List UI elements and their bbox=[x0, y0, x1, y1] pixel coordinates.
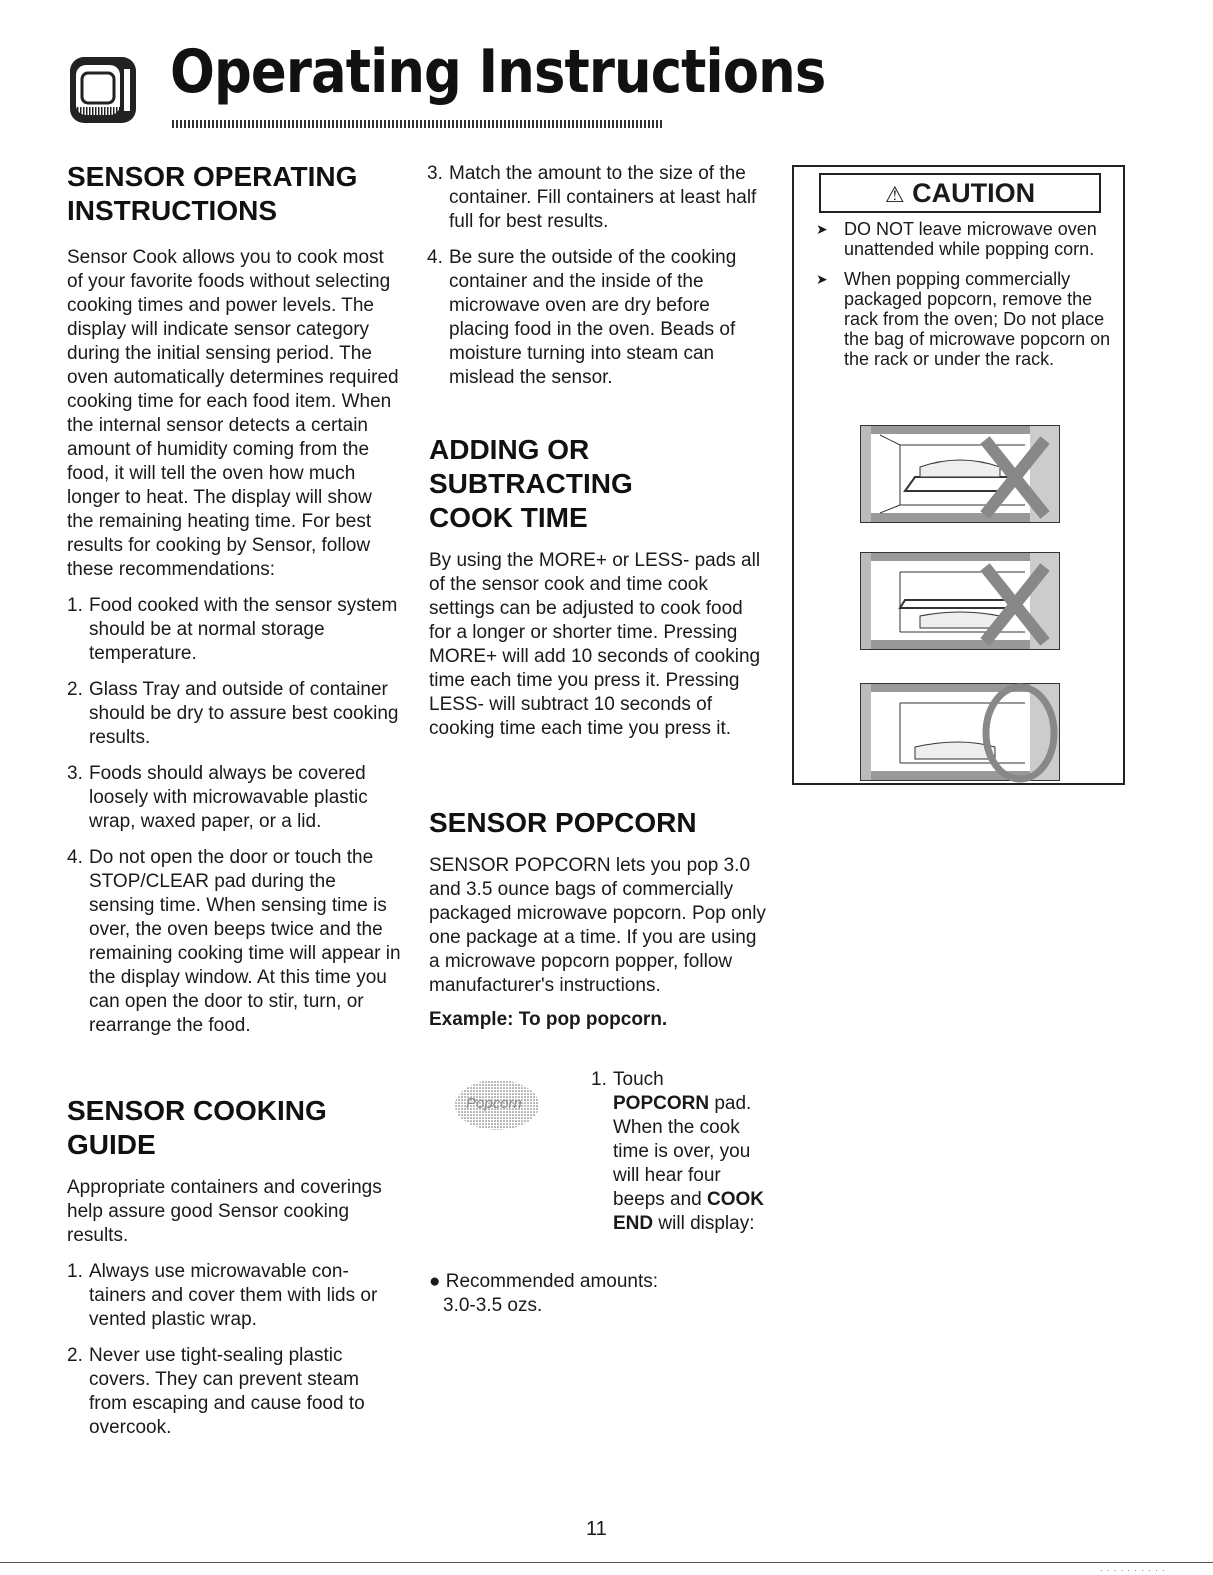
sensor-operating-heading: SENSOR OPERATING INSTRUCTIONS bbox=[67, 161, 358, 226]
list-item: 2. Glass Tray and outside of container should be dry to assure best cooking results. bbox=[67, 679, 399, 748]
caution-list bbox=[816, 219, 1116, 379]
sensor-guide-section bbox=[67, 1094, 402, 1452]
container-tips bbox=[427, 162, 762, 402]
bottom-rule bbox=[0, 1562, 1213, 1563]
oven-correct-icon bbox=[860, 683, 1060, 783]
title-underline bbox=[172, 120, 664, 128]
sensor-guide-list bbox=[67, 1260, 402, 1440]
warning-icon: ⚠ bbox=[884, 182, 905, 207]
popcorn-heading: SENSOR POPCORN bbox=[429, 807, 697, 838]
sensor-guide-heading: SENSOR COOKING GUIDE bbox=[67, 1095, 327, 1160]
container-tips-list bbox=[427, 162, 762, 390]
recommended-amounts: ● Recommended amounts: 3.0-3.5 ozs. bbox=[429, 1271, 659, 1316]
caution-item: ➤ DO NOT leave microwave oven unattended while popping corn. bbox=[816, 219, 1097, 259]
list-item: 1. Always use microwavable con-tainers and cover them with lids or vented plastic wrap. bbox=[67, 1261, 378, 1330]
oven-rack-wrong-icon bbox=[860, 425, 1060, 525]
arrow-bullet-icon: ➤ bbox=[816, 271, 828, 287]
sensor-operating-section bbox=[67, 160, 402, 1050]
page-title: Operating Instructions bbox=[170, 37, 826, 107]
list-item: 4. Do not open the door or touch the STOP/CLEAR pad during the sensing time. When sensing time is over, the oven beeps twice and the remaining cooking time will appear in the display window. At this time you can open the door to stir, turn, or rearrange the food. bbox=[67, 847, 401, 1036]
popcorn-step: 1. Touch POPCORN pad. When the cook time is over, you will hear four beeps and COOK END will display: bbox=[591, 1069, 765, 1234]
popcorn-pad-icon: Popcorn bbox=[452, 1078, 542, 1132]
list-item: 4. Be sure the outside of the cooking container and the inside of the microwave oven are dry before placing food in the oven. Beads of moisture turning into steam can mislead the sensor. bbox=[427, 247, 737, 388]
caution-item: ➤ When popping commercially packaged popcorn, remove the rack from the oven; Do not place the bag of microwave popcorn on the rack or under the rack. bbox=[816, 269, 1111, 369]
oven-under-rack-wrong-icon bbox=[860, 552, 1060, 652]
popcorn-text: SENSOR POPCORN lets you pop 3.0 and 3.5 ounce bags of commercially packaged microwave popcorn. Pop only one package at a time. If you are using a microwave popcorn popper, follow manufacturer's instructions. bbox=[429, 855, 766, 996]
popcorn-section bbox=[429, 806, 769, 1032]
adding-section bbox=[429, 433, 769, 741]
caution-title: ⚠ CAUTION bbox=[819, 173, 1101, 213]
list-item: 3. Match the amount to the size of the container. Fill containers at least half full for best results. bbox=[427, 163, 757, 232]
microwave-logo-icon bbox=[68, 55, 138, 125]
arrow-bullet-icon: ➤ bbox=[816, 221, 828, 237]
sensor-guide-intro: Appropriate containers and coverings help assure good Sensor cooking results. bbox=[67, 1177, 382, 1246]
sensor-operating-list bbox=[67, 594, 402, 1038]
popcorn-example: Example: To pop popcorn. bbox=[429, 1009, 668, 1030]
page-number: 11 bbox=[586, 1518, 607, 1540]
caution-box bbox=[792, 165, 1125, 785]
sensor-operating-intro: Sensor Cook allows you to cook most of your favorite foods without selecting cooking times and power levels. The display will indicate sensor category during the initial sensing period. The oven automatically determines required cooking time for each food item. When the internal sensor detects a certain amount of humidity coming from the food, it will tell the oven how much longer to heat. The display will show the remaining heating time. For best results for cooking by Sensor, follow these recommendations: bbox=[67, 247, 399, 580]
list-item: 1. Food cooked with the sensor system should be at normal storage temperature. bbox=[67, 595, 398, 664]
list-item: 2. Never use tight-sealing plastic covers. They can prevent steam from escaping and cause food to overcook. bbox=[67, 1345, 365, 1438]
adding-text: By using the MORE+ or LESS- pads all of the sensor cook and time cook settings can be adjusted to cook food for a longer or shorter time. Pressing MORE+ will add 10 seconds of cooking time each time you press it. Pressing LESS- will subtract 10 seconds of cooking time each time you press it. bbox=[429, 550, 761, 739]
adding-heading: ADDING OR SUBTRACTING COOK TIME bbox=[429, 434, 633, 533]
list-item: 3. Foods should always be covered loosely with microwavable plastic wrap, waxed paper, or a lid. bbox=[67, 763, 368, 832]
footer-marks: · · · · · · · · · · bbox=[1100, 1566, 1166, 1575]
